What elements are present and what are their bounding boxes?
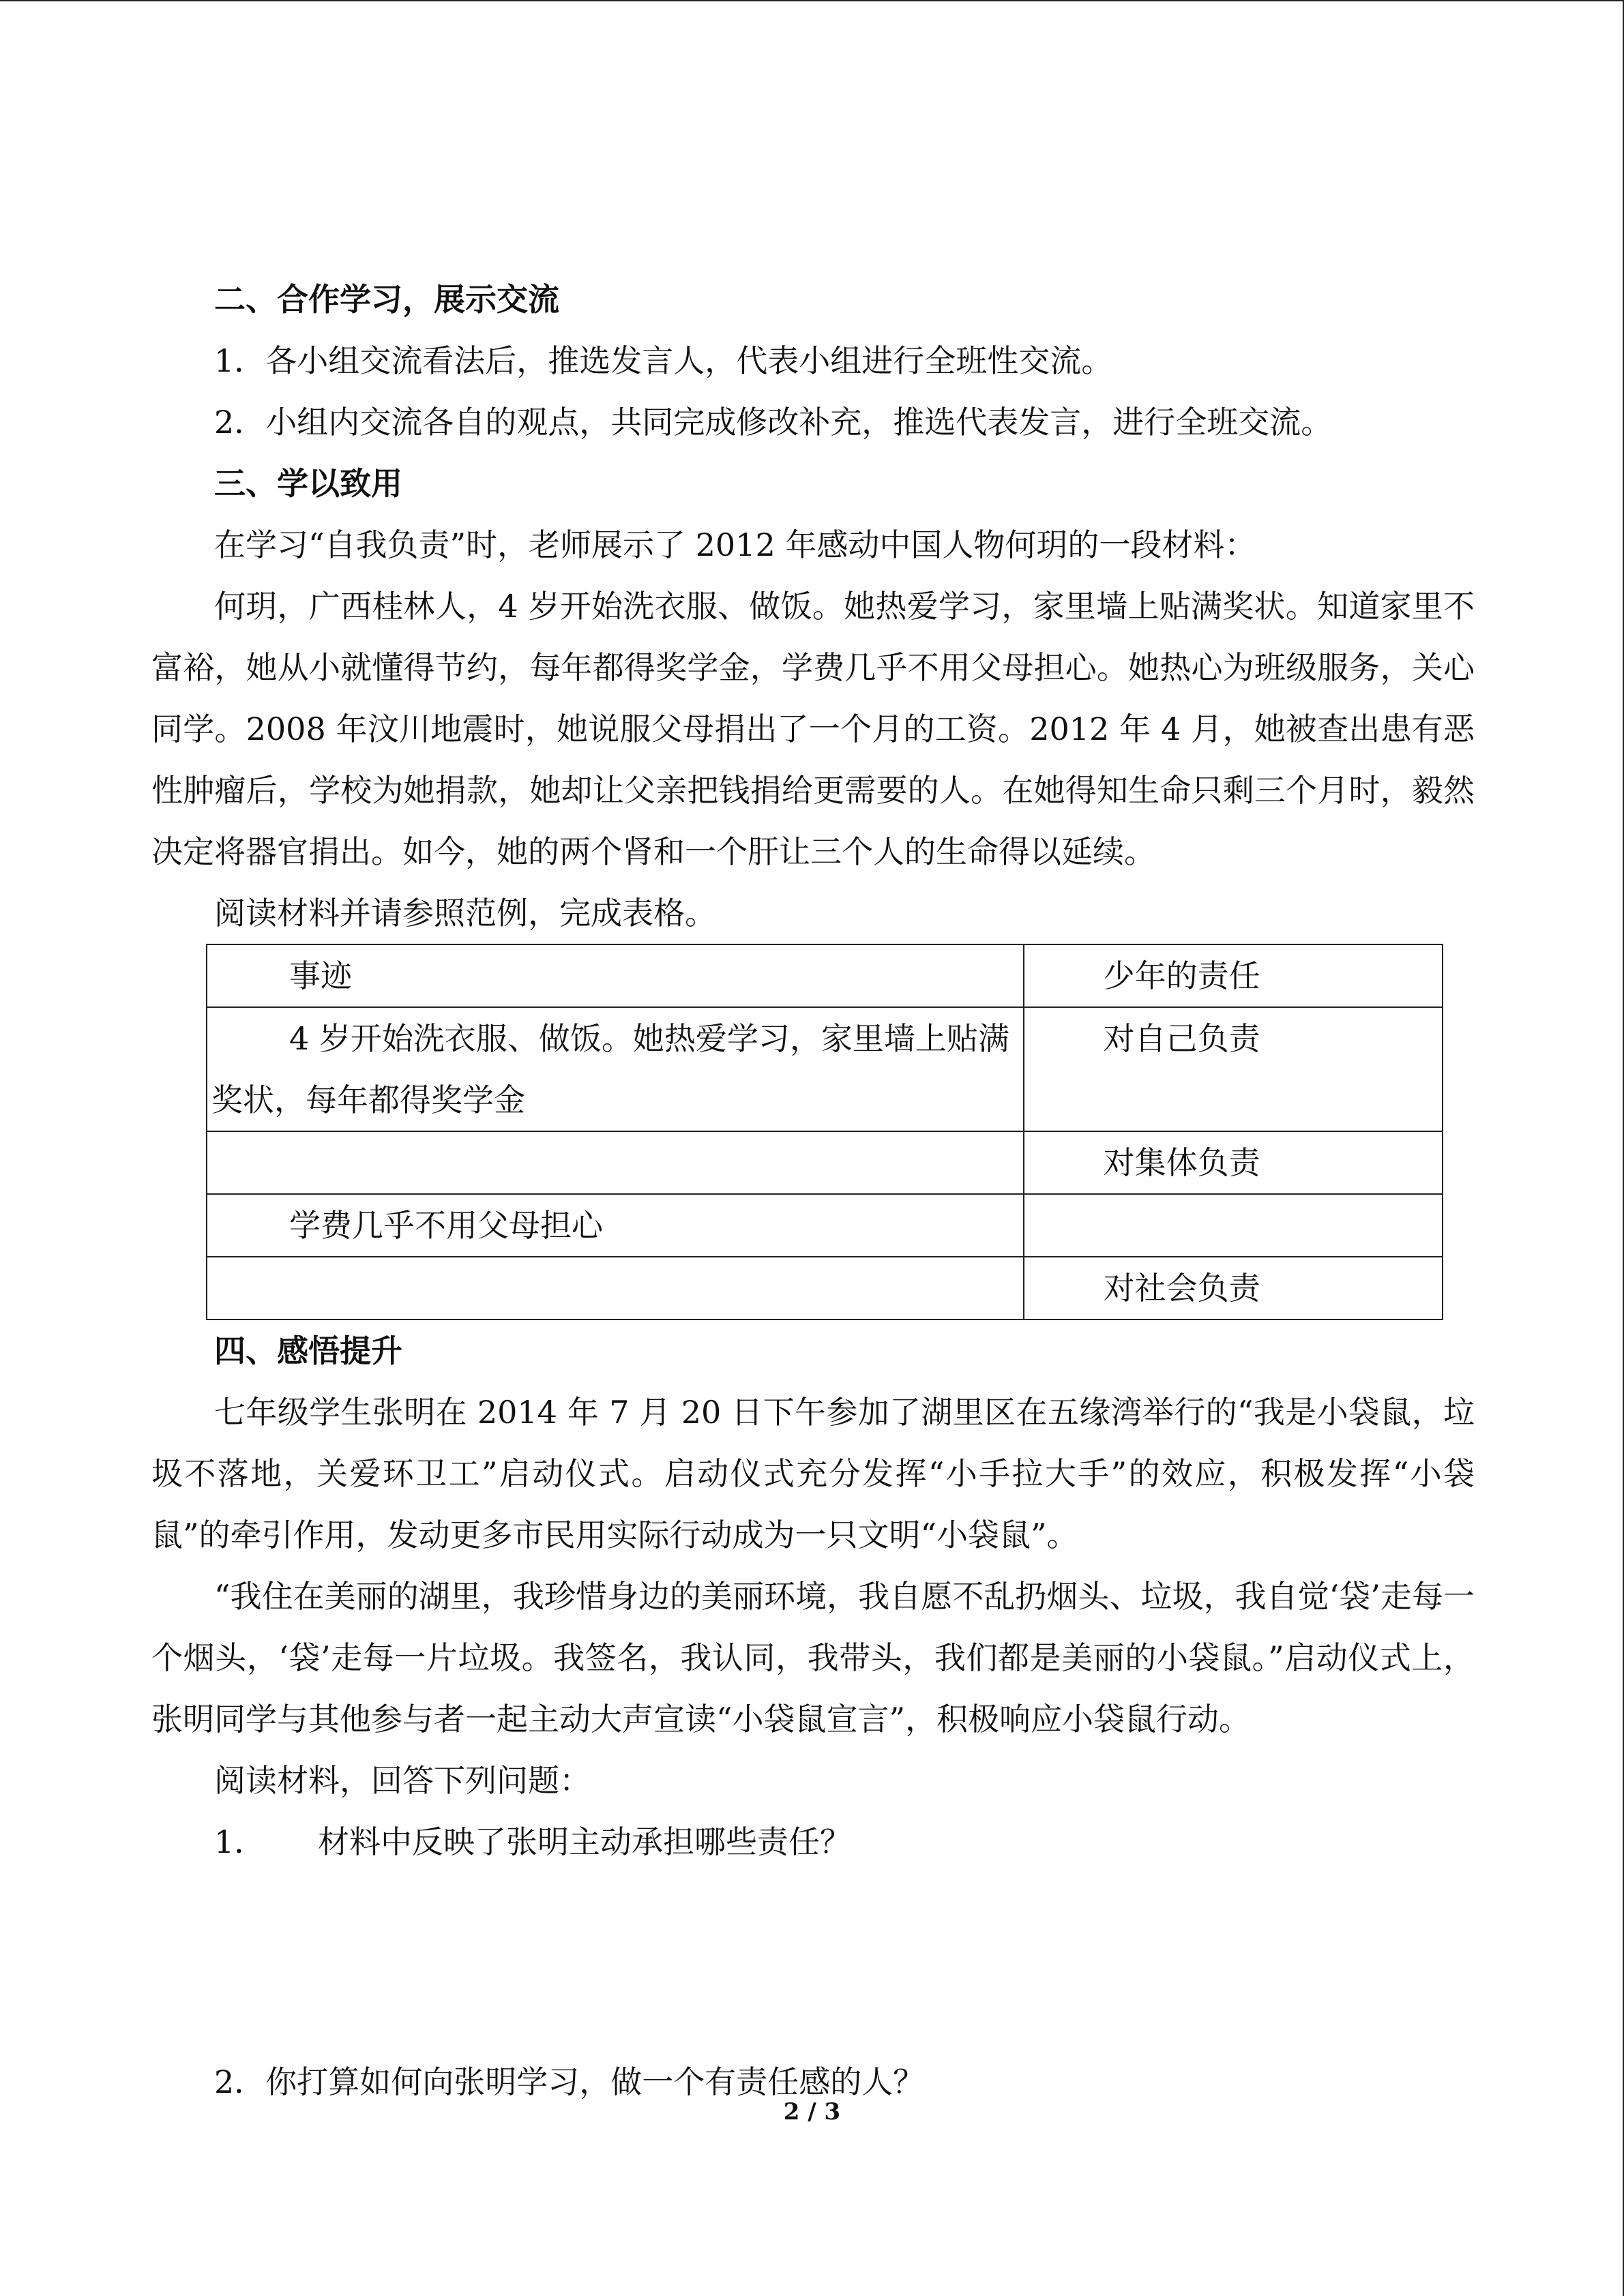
question-1-text: 材料中反映了张明主动承担哪些责任？	[318, 1823, 851, 1860]
section3-story: 何玥，广西桂林人，4 岁开始洗衣服、做饭。她热爱学习，家里墙上贴满奖状。知道家里不富裕，她从小就懂得节约，每年都得奖学金，学费几乎不用父母担心。她热心为班级服务，关心同学。2008 年汶川地震时，她说服父母捐出了一个月的工资。2012 年 4 月，她被查出患有恶性肿瘤后，学校为她捐款，她却让父亲把钱捐给更需要的人。在她得知生命只剩三个月时，毅然决定将器官捐出。如今，她的两个肾和一个肝让三个人的生命得以延续。	[151, 588, 1475, 870]
table-cell-deed-blank[interactable]	[207, 1131, 1024, 1194]
document-body	[151, 269, 1475, 2113]
table-row	[207, 1007, 1443, 1131]
page-number: 2 / 3	[783, 2098, 841, 2126]
section4-paragraph-2: “我住在美丽的湖里，我珍惜身边的美丽环境，我自愿不乱扔烟头、垃圾，我自觉‘袋’走每一个烟头，‘袋’走每一片垃圾。我签名，我认同，我带头，我们都是美丽的小袋鼠。”启动仪式上，张明同学与其他参与者一起主动大声宣读“小袋鼠宣言”，积极响应小袋鼠行动。	[151, 1578, 1475, 1738]
section4-paragraph-1: 七年级学生张明在 2014 年 7 月 20 日下午参加了湖里区在五缘湾举行的“我是小袋鼠，垃圾不落地，关爱环卫工”启动仪式。启动仪式充分发挥“小手拉大手”的效应，积极发挥“小袋鼠”的牵引作用，发动更多市民用实际行动成为一只文明“小袋鼠”。	[151, 1394, 1475, 1553]
table-header-deeds: 事迹	[207, 944, 1024, 1007]
table-cell-responsibility: 对集体负责	[1024, 1131, 1443, 1194]
table-header-responsibility: 少年的责任	[1024, 944, 1443, 1007]
section3-intro: 在学习“自我负责”时，老师展示了 2012 年感动中国人物何玥的一段材料：	[214, 526, 1256, 563]
table-row	[207, 1257, 1443, 1320]
section3-instruction: 阅读材料并请参照范例，完成表格。	[214, 895, 716, 931]
section2-heading: 二、合作学习，展示交流	[214, 281, 559, 318]
table-cell-deed: 学费几乎不用父母担心	[207, 1194, 1024, 1257]
section3-heading: 三、学以致用	[214, 465, 402, 502]
section4-heading: 四、感悟提升	[214, 1332, 402, 1369]
deeds-table	[206, 944, 1443, 1320]
question-1-number: 1．	[214, 1823, 266, 1860]
answer-space-1[interactable]	[151, 1873, 1475, 2051]
question-1	[151, 1811, 1475, 1873]
table-header-row	[207, 944, 1443, 1007]
table-row	[207, 1131, 1443, 1194]
table-cell-deed-blank[interactable]	[207, 1257, 1024, 1320]
section2-item-2: 2．小组内交流各自的观点，共同完成修改补充，推选代表发言，进行全班交流。	[214, 404, 1333, 441]
table-row	[207, 1194, 1443, 1257]
table-cell-responsibility: 对自己负责	[1024, 1007, 1443, 1131]
table-cell-responsibility-blank[interactable]	[1024, 1194, 1443, 1257]
table-cell-responsibility: 对社会负责	[1024, 1257, 1443, 1320]
question-2: 2．你打算如何向张明学习，做一个有责任感的人？	[214, 2063, 925, 2100]
section4-instruction: 阅读材料，回答下列问题：	[214, 1762, 591, 1799]
table-cell-deed: 4 岁开始洗衣服、做饭。她热爱学习，家里墙上贴满奖状，每年都得奖学金	[207, 1007, 1024, 1131]
section2-item-1: 1．各小组交流看法后，推选发言人，代表小组进行全班性交流。	[214, 342, 1113, 379]
